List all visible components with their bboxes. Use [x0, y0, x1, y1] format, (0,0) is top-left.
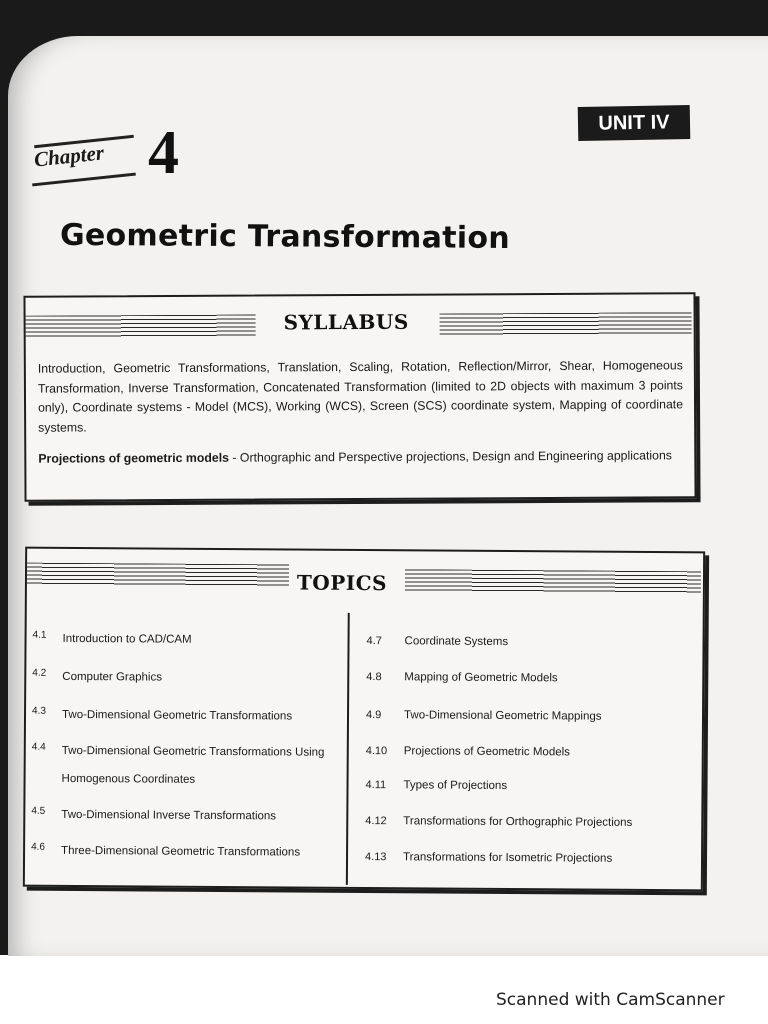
chapter-rule-bottom	[32, 173, 136, 187]
syllabus-rule-right	[440, 312, 692, 335]
topic-number: 4.2	[32, 667, 47, 679]
chapter-word: Chapter	[32, 140, 106, 172]
topic-text: Types of Projections	[403, 779, 508, 793]
topics-rule-right	[405, 569, 701, 593]
projections-label: Projections of geometric models	[38, 450, 230, 466]
topic-number: 4.12	[365, 815, 387, 828]
topic-number: 4.11	[365, 779, 387, 792]
topic-text: Two-Dimensional Geometric Mappings	[403, 709, 602, 723]
syllabus-paragraph: Introduction, Geometric Transformations, Translation, Scaling, Rotation, Reflection/Mirror, Shear, Homogeneous Transformation, Inverse Transformation, Concatenated Transformation (limited to 2D objects with maximum 3 points only), Coordinate systems - Model (MCS), Working (WCS), Screen (SCS) coordinate system, Mapping of coordinate systems.	[37, 358, 684, 435]
topic-text: Homogenous Coordinates	[61, 772, 196, 786]
topic-number: 4.6	[31, 841, 46, 853]
topic-text: Three-Dimensional Geometric Transformations	[61, 844, 301, 859]
topic-number: 4.13	[364, 851, 387, 864]
topic-number: 4.9	[365, 709, 382, 722]
topic-number: 4.8	[366, 671, 382, 684]
unit-badge: UNIT IV	[578, 105, 691, 141]
topics-heading: TOPICS	[296, 570, 388, 596]
topic-number: 4.7	[366, 635, 382, 648]
syllabus-heading: SYLLABUS	[283, 309, 409, 335]
chapter-label	[30, 119, 210, 206]
scanner-watermark: Scanned with CamScanner	[496, 990, 725, 1010]
topic-text: Mapping of Geometric Models	[404, 671, 558, 685]
topic-number: 4.3	[32, 705, 46, 717]
topic-text: Coordinate Systems	[404, 635, 509, 649]
chapter-title: Geometric Transformation	[59, 217, 511, 256]
topic-text: Two-Dimensional Geometric Transformations Using	[61, 744, 325, 759]
topic-number: 4.4	[31, 741, 46, 753]
topic-text: Transformations for Isometric Projections	[402, 851, 613, 865]
projections-text: - Orthographic and Perspective projections, Design and Engineering applications	[228, 448, 672, 465]
chapter-number: 4	[148, 119, 179, 187]
topic-text: Two-Dimensional Inverse Transformations	[61, 808, 277, 823]
topic-text: Projections of Geometric Models	[403, 745, 571, 759]
topic-text: Computer Graphics	[62, 670, 163, 684]
topics-column-divider	[346, 613, 350, 885]
topics-rule-left	[27, 563, 289, 587]
topic-number: 4.1	[32, 629, 47, 641]
topic-text: Transformations for Orthographic Projections	[403, 815, 633, 829]
syllabus-box	[23, 292, 696, 502]
topic-text: Two-Dimensional Geometric Transformations	[61, 708, 293, 723]
topic-number: 4.5	[31, 805, 46, 817]
topic-text: Introduction to CAD/CAM	[62, 632, 192, 646]
topics-box	[23, 547, 705, 892]
topic-number: 4.10	[365, 745, 388, 758]
syllabus-projections-paragraph	[38, 446, 683, 467]
syllabus-rule-left	[26, 315, 256, 338]
